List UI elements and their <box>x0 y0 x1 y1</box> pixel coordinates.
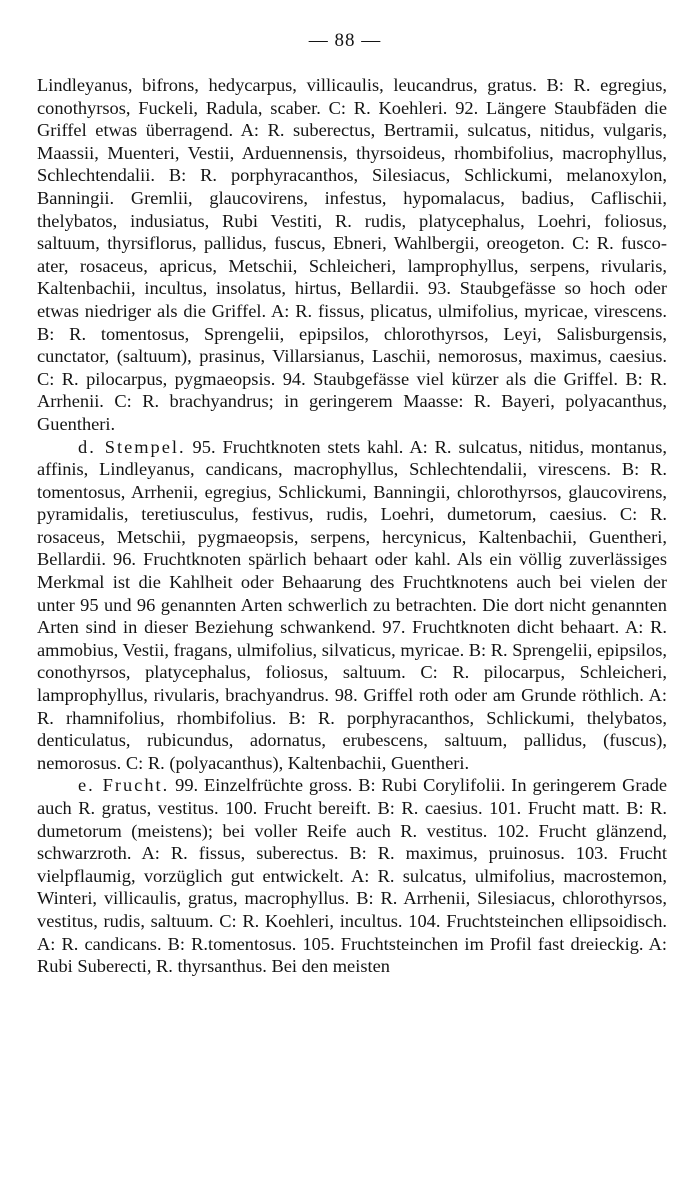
paragraph-stamens <box>37 74 667 436</box>
paragraph-text: Lindleyanus, bifrons, hedycarpus, villicaulis, leucandrus, gratus. B: R. egregius, conothyrsos, Fuckeli, Radula, scaber. C: R. Koehleri. 92. Längere Staubfäden die Griffel etwas überragend. A: R. suberectus, Bertramii, sulcatus, nitidus, vulgaris, Maassii, Muenteri, Vestii, Arduennensis, thyrsoideus, rhombifolius, macrophyllus, Schlechtendalii. B: R. porphyracanthos, Silesiacus, Schlickumi, melanoxylon, Banningii. Gremlii, glaucovirens, infestus, hypomalacus, badius, Caflischii, thelybatos, indusiatus, Rubi Vestiti, R. rudis, platycephalus, Loehri, foliosus, saltuum, thyrsiflorus, pallidus, fuscus, Ebneri, Wahlbergii, oreogeton. C: R. fusco-ater, rosaceus, apricus, Metschii, Schleicheri, lamprophyllus, serpens, rivularis, Kaltenbachii, incultus, insolatus, hirtus, Bellardii. 93. Staubgefässe so hoch oder etwas niedriger als die Griffel. A: R. fissus, plicatus, ulmifolius, myricae, virescens. B: R. tomentosus, Sprengelii, epipsilos, chlorothyrsos, Leyi, Salisburgensis, cunctator, (saltuum), prasinus, Villarsianus, Laschii, nemorosus, maximus, caesius. C: R. pilocarpus, pygmaeopsis. 94. Staubgefässe viel kürzer als die Griffel. B: R. Arrhenii. C: R. brachyandrus; in geringerem Maasse: R. Bayeri, polyacanthus, Guentheri. <box>37 75 667 434</box>
body-text <box>37 74 667 978</box>
section-heading-fruit: e. Frucht. <box>78 775 170 796</box>
section-heading-pistil: d. Stempel. <box>78 436 186 457</box>
paragraph-text: 95. Fruchtknoten stets kahl. A: R. sulcatus, nitidus, montanus, affinis, Lindleyanus, candicans, macrophyllus, Schlechtendalii, virescens. B: R. tomentosus, Arrhenii, egregius, Schlickumi, Banningii, chlorothyrsos, glaucovirens, pyramidalis, teretiusculus, festivus, rudis, Loehri, dumetorum, caesius. C: R. rosaceus, Metschii, pygmaeopsis, serpens, hercynicus, Kaltenbachii, Guentheri, Bellardii. 96. Fruchtknoten spärlich behaart oder kahl. Als ein völlig zuverlässiges Merkmal ist die Kahlheit oder Behaarung des Fruchtknotens auch bei vielen der unter 95 und 96 genannten Arten schwerlich zu betrachten. Die dort nicht genannten Arten sind in dieser Beziehung schwankend. 97. Fruchtknoten dicht behaart. A: R. ammobius, Vestii, fragans, ulmifolius, silvaticus, myricae. B: R. Sprengelii, epipsilos, conothyrsos, platycephalus, foliosus, saltuum. C: R. pilocarpus, Schleicheri, lamprophyllus, rivularis, brachyandrus. 98. Griffel roth oder am Grunde röthlich. A: R. rhamnifolius, rhombifolius. B: R. porphyracanthos, Schlickumi, thelybatos, denticulatus, rubicundus, adornatus, erubescens, saltuum, pallidus, (fuscus), nemorosus. C: R. (polyacanthus), Kaltenbachii, Guentheri. <box>37 436 667 773</box>
page-number: — 88 — <box>308 30 382 51</box>
paragraph-pistil <box>37 436 667 775</box>
paragraph-text: 99. Einzelfrüchte gross. B: Rubi Corylifolii. In geringerem Grade auch R. gratus, vestitus. 100. Frucht bereift. B: R. caesius. 101. Frucht matt. B: R. dumetorum (meistens); bei voller Reife auch R. vestitus. 102. Frucht glänzend, schwarzroth. A: R. fissus, suberectus. B: R. maximus, pruinosus. 103. Frucht vielpflaumig, vorzüglich gut entwickelt. A: R. sulcatus, ulmifolius, macrostemon, Winteri, villicaulis, gratus, macrophyllus. B: R. Arrhenii, Silesiacus, chlorothyrsos, vestitus, rudis, saltuum. C: R. Koehleri, incultus. 104. Fruchtsteinchen ellipsoidisch. A: R. candicans. B: R.tomentosus. 105. Fruchtsteinchen im Profil fast dreieckig. A: Rubi Suberecti, R. thyrsanthus. Bei den meisten <box>37 775 667 977</box>
paragraph-fruit <box>37 774 667 977</box>
